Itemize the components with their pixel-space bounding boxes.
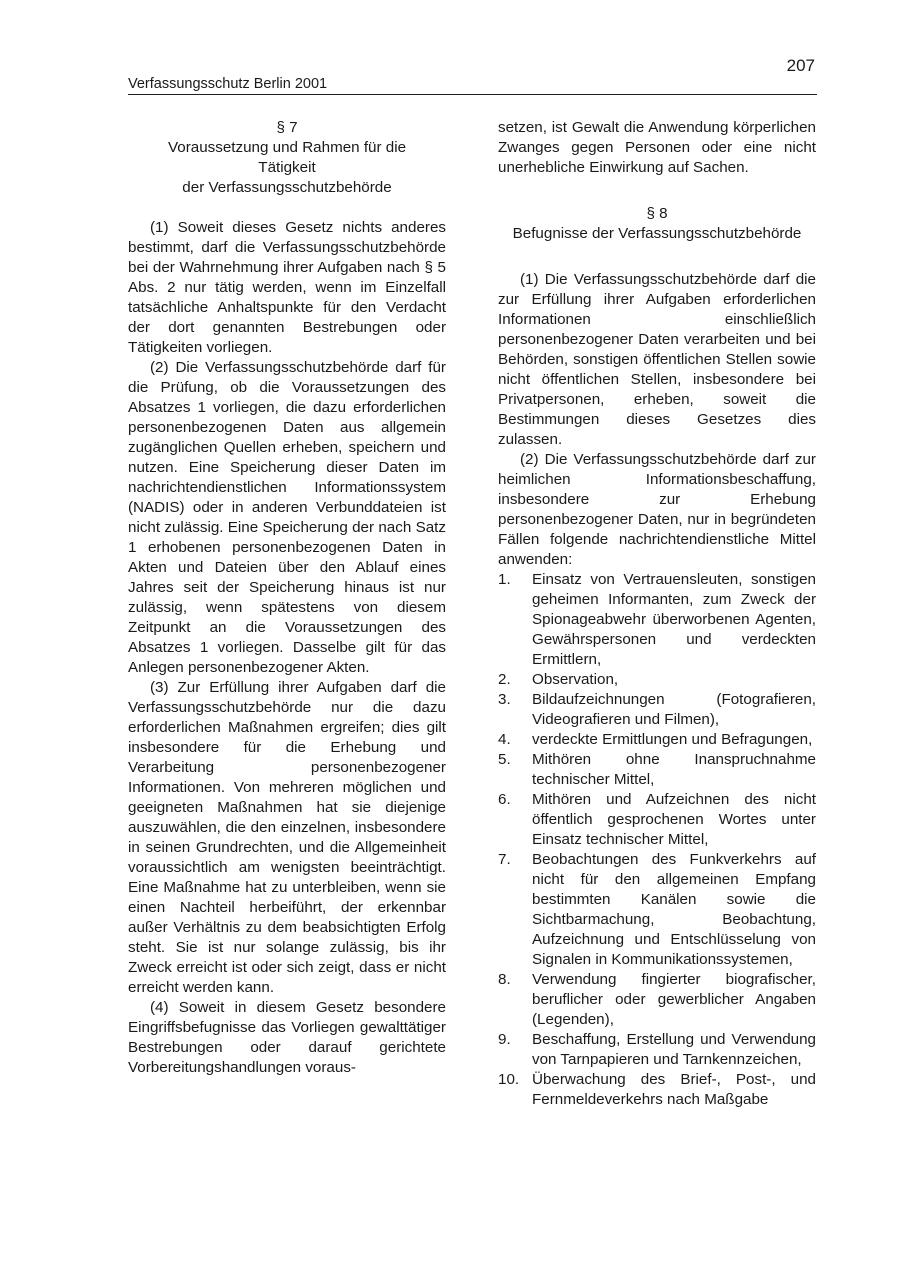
list-item-number: 4. xyxy=(498,731,511,748)
list-item xyxy=(498,970,816,1030)
list-item-text: verdeckte Ermittlungen und Befragungen, xyxy=(532,731,813,748)
list-item xyxy=(498,690,816,730)
means-list xyxy=(498,570,816,1110)
list-item-number: 3. xyxy=(498,691,511,708)
list-item xyxy=(498,850,816,970)
section7-para3: (3) Zur Erfüllung ihrer Aufgaben darf die Verfassungsschutzbehörde nur die dazu erforderlichen Maßnahmen ergreifen; dies gilt insbesondere für die Erhebung und Verarbeitung personenbezogener Informationen. Von mehreren möglichen und geeigneten Maßnahmen hat sie diejenige auszuwählen, die den einzelnen, insbesondere in seinen Grundrechten, und die Allgemeinheit voraussichtlich am wenigsten beeinträchtigt. Eine Maßnahme hat zu unterbleiben, wenn sie einen Nachteil herbeiführt, der erkennbar außer Verhältnis zu dem beabsichtigten Erfolg steht. Sie ist nur solange zulässig, bis ihr Zweck erreicht ist oder sich zeigt, dass er nicht erreicht werden kann. xyxy=(128,679,446,996)
right-column xyxy=(498,118,816,1110)
list-item-number: 1. xyxy=(498,571,511,588)
list-item-text: Einsatz von Vertrauensleuten, sonstigen geheimen Informanten, zum Zweck der Spionageabwehr überworbenen Agenten, Gewährspersonen und verdeckten Ermittlern, xyxy=(532,571,816,668)
section7-title-line2: Tätigkeit xyxy=(258,159,316,176)
section8-para1: (1) Die Verfassungsschutzbehörde darf die zur Erfüllung ihrer Aufgaben erforderlichen Informationen einschließlich personenbezogener Daten verarbeiten und bei Behörden, sonstigen öffentlichen Stellen sowie nicht öffentlichen Stellen, insbesondere bei Privatpersonen, erheben, soweit die Bestimmungen dieses Gesetzes dies zulassen. xyxy=(498,271,816,448)
list-item-number: 9. xyxy=(498,1031,511,1048)
section7-title-line3: der Verfassungsschutzbehörde xyxy=(182,179,392,196)
list-item-number: 5. xyxy=(498,751,511,768)
list-item-text: Observation, xyxy=(532,671,619,688)
page-number: 207 xyxy=(786,56,815,75)
list-item-number: 7. xyxy=(498,851,511,868)
section7-para4: (4) Soweit in diesem Gesetz besondere Eingriffsbefugnisse das Vorliegen gewalttätiger Bestrebungen oder darauf gerichtete Vorbereitungshandlungen voraus- xyxy=(128,999,446,1076)
section7-para2: (2) Die Verfassungsschutzbehörde darf für die Prüfung, ob die Voraussetzungen des Absatzes 1 vorliegen, die dazu erforderlichen personenbezogenen Daten aus allgemein zugänglichen Quellen erheben, speichern und nutzen. Eine Speicherung dieser Daten im nachrichtendienstlichen Informationssystem (NADIS) oder in anderen Verbunddateien ist nicht zulässig. Eine Speicherung der nach Satz 1 erhobenen personenbezogenen Daten in Akten und Dateien über den Ablauf eines Jahres seit der Speicherung hinaus ist nur zulässig, wenn spätestens von diesem Zeitpunkt an die Voraussetzungen des Absatzes 1 vorliegen. Dasselbe gilt für das Anlegen personenbezogener Akten. xyxy=(128,359,446,676)
list-item xyxy=(498,670,816,690)
list-item xyxy=(498,790,816,850)
section7-para4-continued: setzen, ist Gewalt die Anwendung körperlichen Zwanges gegen Personen oder eine nicht unerhebliche Einwirkung auf Sachen. xyxy=(498,119,816,176)
header-rule xyxy=(128,94,817,95)
section8-number: § 8 xyxy=(646,205,668,222)
list-item-number: 10. xyxy=(498,1071,520,1088)
running-header: Verfassungsschutz Berlin 2001 xyxy=(128,76,328,92)
list-item-number: 2. xyxy=(498,671,511,688)
list-item-text: Bildaufzeichnungen (Fotografieren, Videografieren und Filmen), xyxy=(532,691,816,728)
list-item xyxy=(498,1070,816,1110)
list-item xyxy=(498,1030,816,1070)
section7-para1: (1) Soweit dieses Gesetz nichts anderes bestimmt, darf die Verfassungsschutzbehörde bei der Wahrnehmung ihrer Aufgaben nach § 5 Abs. 2 nur tätig werden, wenn im Einzelfall tatsächliche Anhaltspunkte für den Verdacht der dort genannten Bestrebungen oder Tätigkeiten vorliegen. xyxy=(128,219,446,356)
section7-number: § 7 xyxy=(276,119,298,136)
left-column xyxy=(128,118,446,1078)
list-item-text: Beobachtungen des Funkverkehrs auf nicht für den allgemeinen Empfang bestimmten Kanälen sowie die Sichtbarmachung, Beobachtung, Aufzeichnung und Entschlüsselung von Signalen in Kommunikationssystemen, xyxy=(532,851,816,968)
list-item-number: 8. xyxy=(498,971,511,988)
list-item-text: Überwachung des Brief-, Post-, und Fernmeldeverkehrs nach Maßgabe xyxy=(532,1071,816,1108)
list-item xyxy=(498,730,816,750)
list-item-text: Mithören ohne Inanspruchnahme technischer Mittel, xyxy=(532,751,816,788)
section7-title-line1: Voraussetzung und Rahmen für die xyxy=(167,139,407,156)
section8-para2: (2) Die Verfassungsschutzbehörde darf zur heimlichen Informationsbeschaffung, insbesondere zur Erhebung personenbezogener Daten, nur in begründeten Fällen folgende nachrichtendienstliche Mittel anwenden: xyxy=(498,451,816,568)
list-item-text: Beschaffung, Erstellung und Verwendung von Tarnpapieren und Tarnkennzeichen, xyxy=(532,1031,816,1068)
list-item-number: 6. xyxy=(498,791,511,808)
list-item-text: Verwendung fingierter biografischer, beruflicher oder gewerblicher Angaben (Legenden), xyxy=(532,971,816,1028)
list-item xyxy=(498,570,816,670)
list-item-text: Mithören und Aufzeichnen des nicht öffentlich gesprochenen Wortes unter Einsatz technischer Mittel, xyxy=(532,791,816,848)
section8-title: Befugnisse der Verfassungsschutzbehörde xyxy=(512,225,802,242)
list-item xyxy=(498,750,816,790)
